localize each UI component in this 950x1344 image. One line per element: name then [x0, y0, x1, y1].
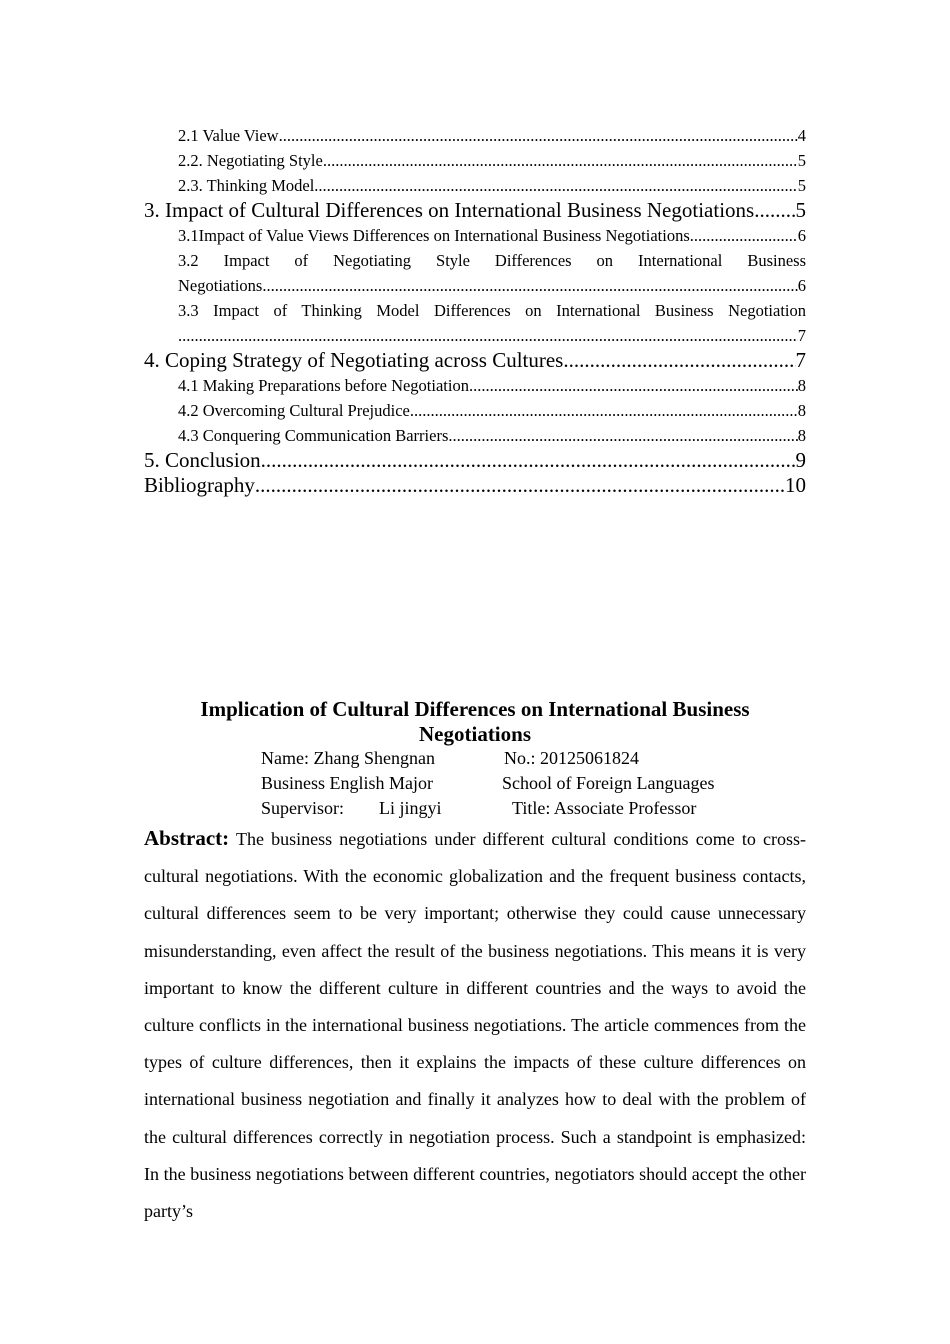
toc-page-number: 9 — [795, 448, 806, 472]
dot-leader — [563, 348, 795, 373]
toc-entry-3-2[interactable] — [144, 248, 806, 298]
dot-leader — [323, 148, 798, 173]
supervisor-title: Title: Associate Professor — [512, 798, 697, 818]
toc-page-number: 5 — [797, 176, 806, 195]
dot-leader — [314, 173, 797, 198]
paper-title — [144, 697, 806, 747]
toc-label: 4. Coping Strategy of Negotiating across Cultures — [144, 348, 564, 372]
toc-entry-2-2[interactable] — [144, 148, 806, 173]
toc-entry-4-2[interactable] — [144, 398, 806, 423]
toc-entry-3[interactable] — [144, 198, 806, 223]
toc-entry-5[interactable] — [144, 448, 806, 473]
toc-page-number: 8 — [797, 401, 806, 420]
abstract-label: Abstract: — [144, 826, 230, 850]
toc-label: 2.1 Value View — [178, 126, 279, 145]
toc-label: 2.3. Thinking Model — [178, 176, 315, 195]
supervisor-label: Supervisor: — [261, 798, 344, 818]
toc-entry-4-1[interactable] — [144, 373, 806, 398]
dot-leader — [279, 123, 798, 148]
toc-label-line1: 3.3 Impact of Thinking Model Differences on International Business Negotiation — [178, 301, 806, 320]
paper-title-line2: Negotiations — [419, 722, 531, 746]
dot-leader — [410, 398, 798, 423]
toc-entry-bibliography[interactable] — [144, 473, 806, 498]
abstract — [144, 820, 806, 1230]
dot-leader — [448, 423, 797, 448]
school: School of Foreign Languages — [502, 773, 715, 793]
toc-label: 4.1 Making Preparations before Negotiation — [178, 376, 469, 395]
toc-entry-3-3[interactable] — [144, 298, 806, 348]
toc-label: 2.2. Negotiating Style — [178, 151, 323, 170]
dot-leader — [690, 223, 798, 248]
abstract-text: The business negotiations under different cultural conditions come to cross- cultural negotiations. With the economic globalization and the frequent business contacts, cultural differences seem to be very important; otherwise they could cause unnecessary misunderstanding, even affect the result of the business negotiations. This means it is very important to know the different culture in different countries and the ways to avoid the culture conflicts in the international business negotiations. The article commences from the types of culture differences, then it explains the impacts of these culture differences on international business negotiation and finally it analyzes how to deal with the problem of the cultural differences correctly in negotiation process. Such a standpoint is emphasized: In the business negotiations between different countries, negotiators should accept the other party’s — [144, 829, 806, 1222]
toc-label: 5. Conclusion — [144, 448, 261, 472]
toc-page-number: 7 — [797, 326, 806, 345]
author-name: Name: Zhang Shengnan — [261, 748, 435, 768]
toc-label: 4.2 Overcoming Cultural Prejudice — [178, 401, 410, 420]
dot-leader — [178, 323, 798, 348]
toc-page-number: 8 — [797, 426, 806, 445]
toc-label: 3. Impact of Cultural Differences on International Business Negotiations — [144, 198, 755, 222]
toc-entry-4-3[interactable] — [144, 423, 806, 448]
major: Business English Major — [261, 773, 434, 793]
toc-label: 3.1Impact of Value Views Differences on International Business Negotiations — [178, 226, 690, 245]
spacer — [754, 198, 795, 223]
supervisor-name: Li jingyi — [379, 798, 442, 818]
dot-leader — [255, 473, 785, 498]
toc-entry-3-1[interactable] — [144, 223, 806, 248]
toc-page-number: 6 — [797, 276, 806, 295]
table-of-contents — [144, 123, 806, 498]
dot-leader — [261, 448, 796, 473]
dot-leader — [262, 273, 797, 298]
toc-page-number: 6 — [797, 226, 806, 245]
toc-label-line1: 3.2 Impact of Negotiating Style Differences on International Business — [178, 251, 806, 270]
toc-page-number: 5 — [795, 198, 806, 222]
toc-entry-4[interactable] — [144, 348, 806, 373]
toc-page-number: 5 — [797, 151, 806, 170]
toc-page-number: 8 — [797, 376, 806, 395]
student-number: No.: 20125061824 — [504, 748, 639, 768]
toc-entry-2-3[interactable] — [144, 173, 806, 198]
toc-page-number: 7 — [795, 348, 806, 372]
toc-entry-2-1[interactable] — [144, 123, 806, 148]
dot-leader — [469, 373, 798, 398]
toc-page-number: 4 — [797, 126, 806, 145]
toc-page-number: 10 — [785, 473, 806, 497]
toc-label: Bibliography — [144, 473, 255, 497]
paper-title-line1: Implication of Cultural Differences on International Business — [200, 697, 750, 721]
toc-label: 4.3 Conquering Communication Barriers — [178, 426, 449, 445]
toc-label-line2: Negotiations — [178, 276, 263, 295]
